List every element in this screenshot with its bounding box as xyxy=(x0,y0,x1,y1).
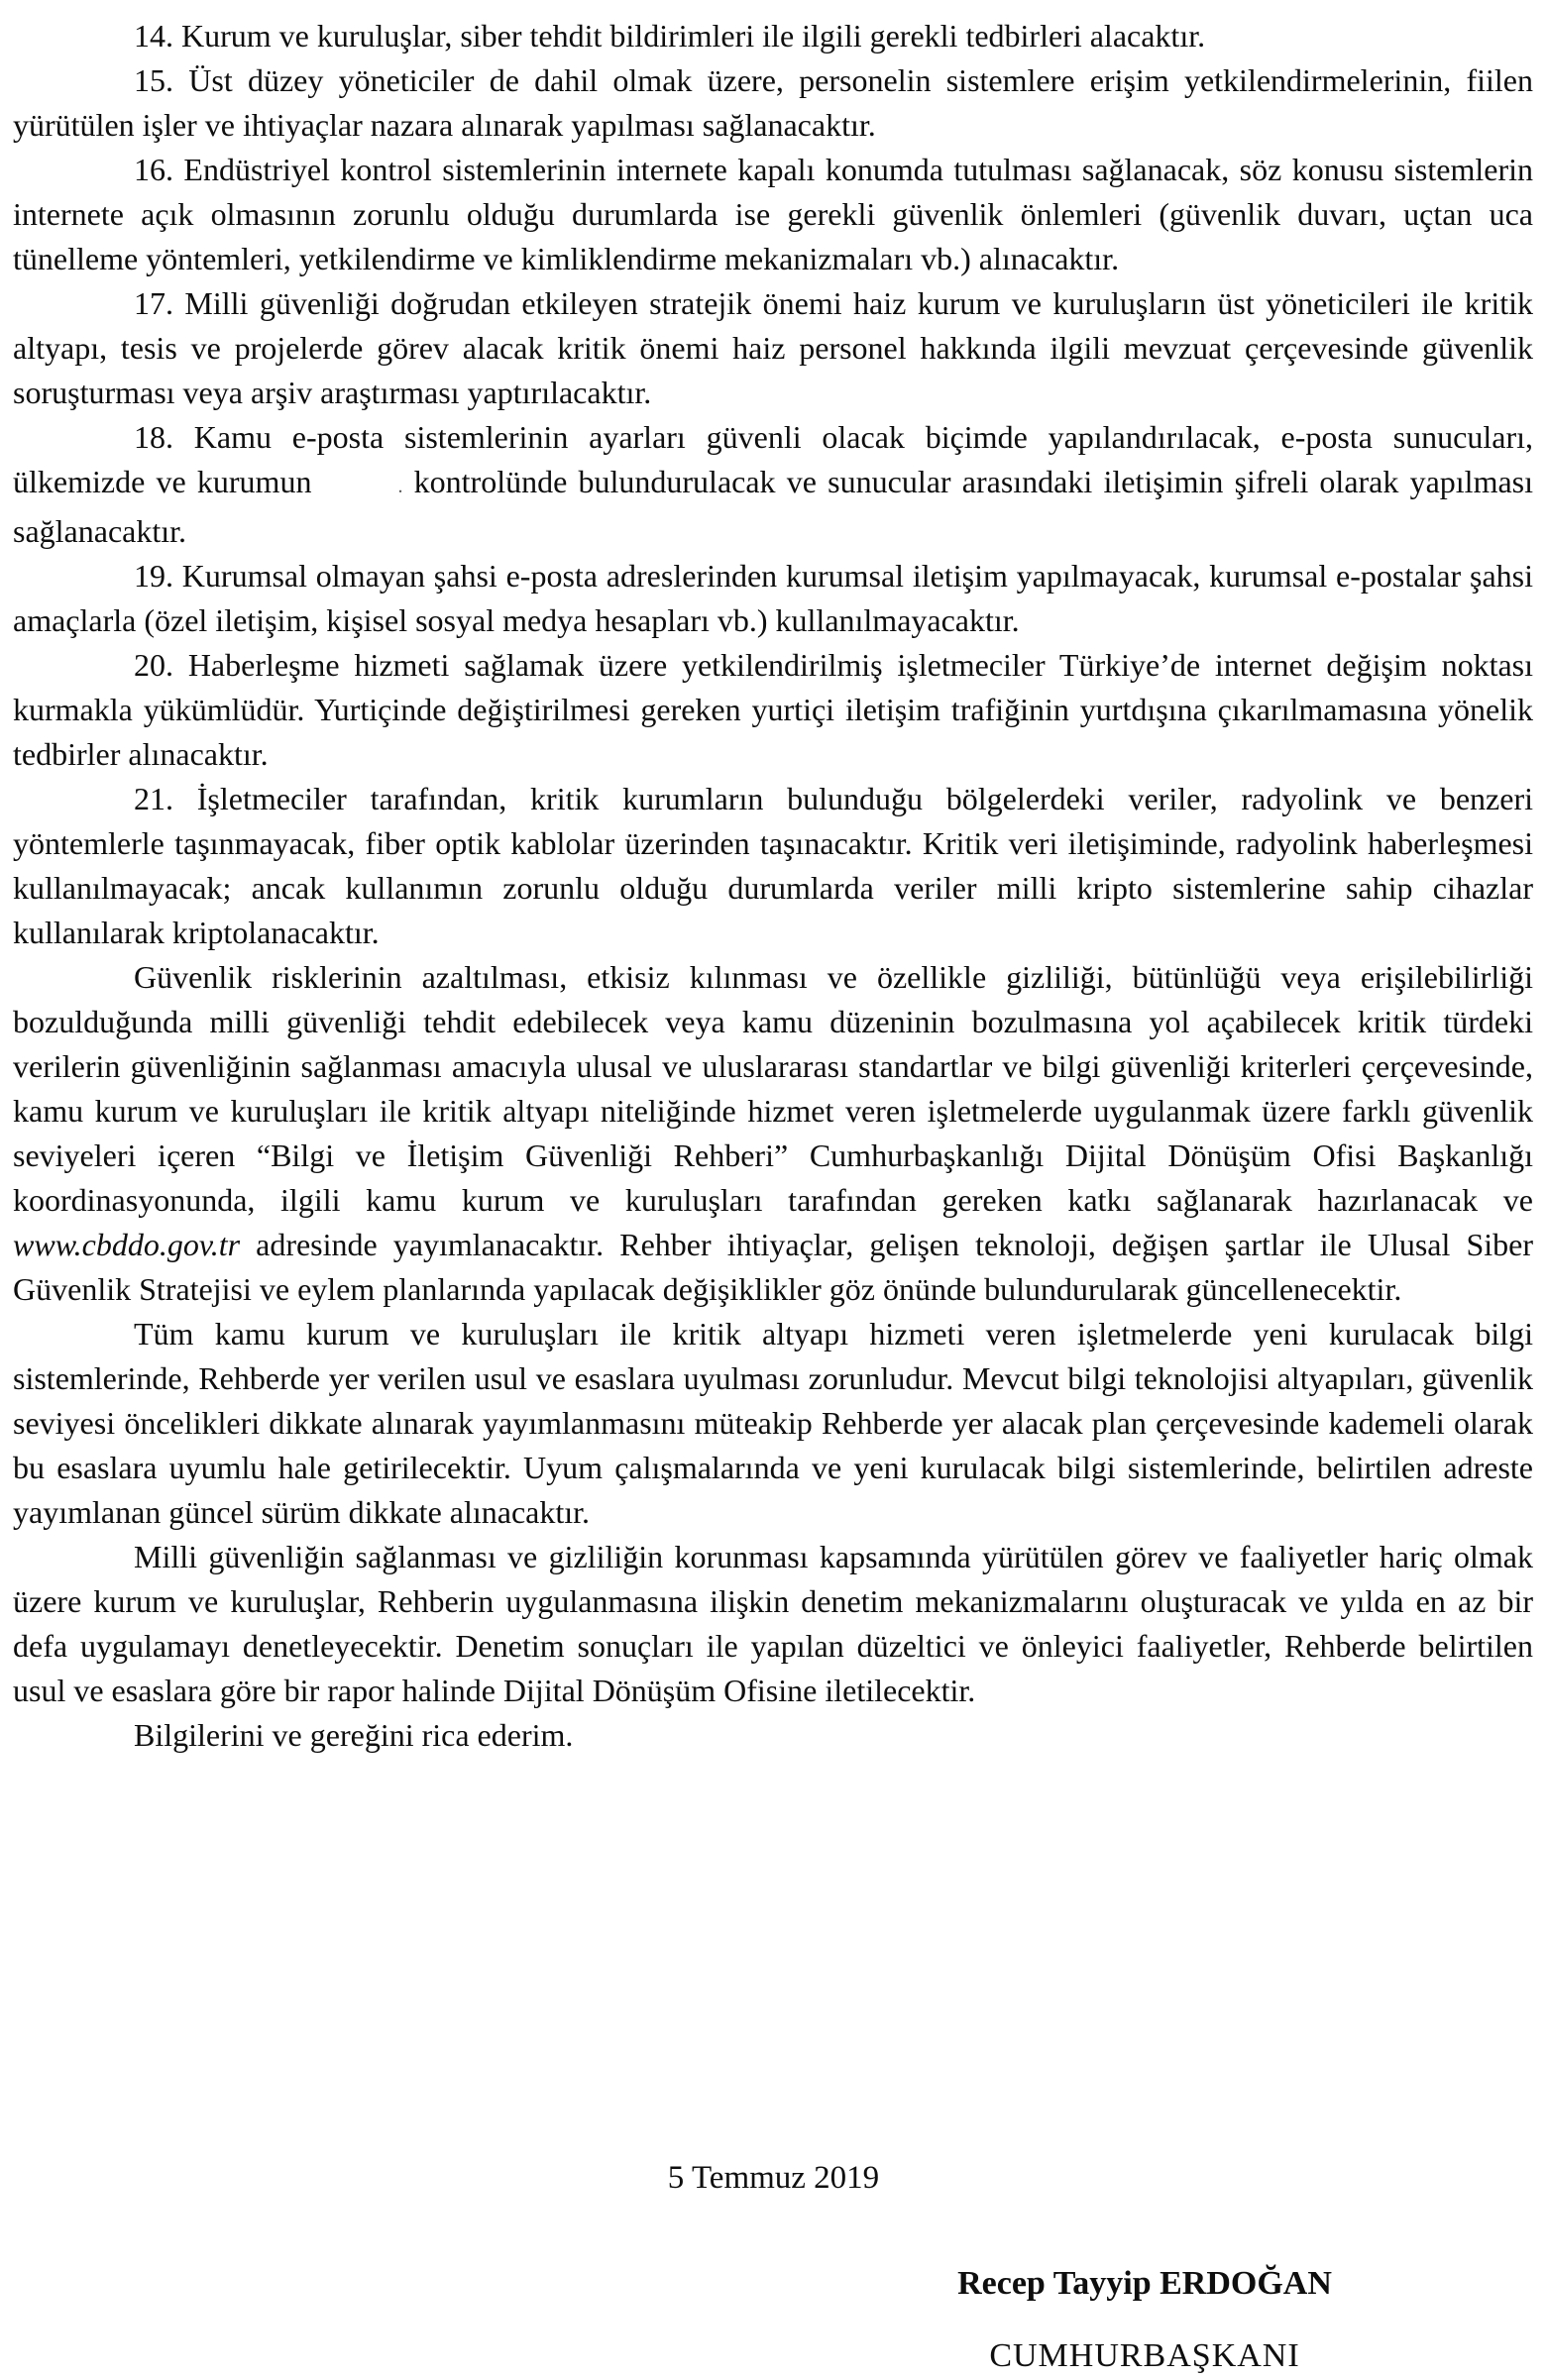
paragraph: 15. Üst düzey yöneticiler de dahil olmak üzere, personelin sistemlere erişim yetkilendirmelerinin, fiilen yürütülen işler ve ihtiyaçlar nazara alınarak yapılması sağlanacaktır. xyxy=(13,62,1533,143)
paragraph: Güvenlik risklerinin azaltılması, etkisiz kılınması ve özellikle gizliliği, bütünlüğü veya erişilebilirliği bozulduğunda milli güvenliği tehdit edebilecek veya kamu düzeninin bozulmasına yol açabilecek kritik türdeki verilerin güvenliğinin sağlanması amacıyla ulusal ve uluslararası standartlar ve bilgi güvenliği kriterleri çerçevesinde, kamu kurum ve kuruluşları ile kritik altyapı niteliğinde hizmet veren işletmelerde uygulanmak üzere farklı güvenlik seviyeleri içeren “Bilgi ve İletişim Güvenliği Rehberi” Cumhurbaşkanlığı Dijital Dönüşüm Ofisi Başkanlığı koordinasyonunda, ilgili kamu kurum ve kuruluşları tarafından gereken katkı sağlanarak hazırlanacak ve www.cbddo.gov.tr adresinde yayımlanacaktır. Rehber ihtiyaçlar, gelişen teknoloji, değişen şartlar ile Ulusal Siber Güvenlik Stratejisi ve eylem planlarında yapılacak değişiklikler göz önünde bulundurularak güncellenecektir. xyxy=(13,959,1533,1307)
paragraph: 18. Kamu e-posta sistemlerinin ayarları güvenli olacak biçimde yapılandırılacak, e-posta sunucuları, ülkemizde ve kurumun . kontrolünde bulundurulacak ve sunucular arasındaki iletişimin şifreli olarak yapılması sağlanacaktır. xyxy=(13,419,1534,549)
document-body xyxy=(13,14,1533,1758)
paragraph: 16. Endüstriyel kontrol sistemlerinin internete kapalı konumda tutulması sağlanacak, söz konusu sistemlerin internete açık olmasının zorunlu olduğu durumlarda ise gerekli güvenlik önlemleri (güvenlik duvarı, uçtan uca tünelleme yöntemleri, yetkilendirme ve kimliklendirme mekanizmaları vb.) alınacaktır. xyxy=(13,152,1533,276)
paragraph: 17. Milli güvenliği doğrudan etkileyen stratejik önemi haiz kurum ve kuruluşların üst yöneticileri ile kritik altyapı, tesis ve projelerde görev alacak kritik önemi haiz personel hakkında ilgili mevzuat çerçevesinde güvenlik soruşturması veya arşiv araştırması yaptırılacaktır. xyxy=(13,285,1533,410)
paragraph: Tüm kamu kurum ve kuruluşları ile kritik altyapı hizmeti veren işletmelerde yeni kurulacak bilgi sistemlerinde, Rehberde yer verilen usul ve esaslara uyulması zorunludur. Mevcut bilgi teknolojisi altyapıları, güvenlik seviyesi öncelikleri dikkate alınarak yayımlanmasını müteakip Rehberde yer alacak plan çerçevesinde kademeli olarak bu esaslara uyumlu hale getirilecektir. Uyum çalışmalarında ve yeni kurulacak bilgi sistemlerinde, belirtilen adreste yayımlanan güncel sürüm dikkate alınacaktır. xyxy=(13,1316,1533,1530)
paragraph: 19. Kurumsal olmayan şahsi e-posta adreslerinden kurumsal iletişim yapılmayacak, kurumsal e-postalar şahsi amaçlarla (özel iletişim, kişisel sosyal medya hesapları vb.) kullanılmayacaktır. xyxy=(13,558,1533,638)
date-line: 5 Temmuz 2019 xyxy=(667,2160,880,2196)
redacted-gap: . xyxy=(397,476,403,497)
paragraph: Bilgilerini ve gereğini rica ederim. xyxy=(134,1717,574,1753)
signatory-name: Recep Tayyip ERDOĞAN xyxy=(957,2265,1332,2302)
signature-block xyxy=(887,2247,1402,2380)
paragraph: 14. Kurum ve kuruluşlar, siber tehdit bildirimleri ile ilgili gerekli tedbirleri alacaktır. xyxy=(134,18,1206,54)
signatory-title: CUMHURBAŞKANI xyxy=(989,2337,1300,2374)
paragraph: Milli güvenliğin sağlanması ve gizliliğin korunması kapsamında yürütülen görev ve faaliyetler hariç olmak üzere kurum ve kuruluşlar, Rehberin uygulanmasına ilişkin denetim mekanizmalarını oluşturacak ve yılda en az bir defa uygulamayı denetleyecektir. Denetim sonuçları ile yapılan düzeltici ve önleyici faaliyetler, Rehberde belirtilen usul ve esaslara göre bir rapor halinde Dijital Dönüşüm Ofisine iletilecektir. xyxy=(13,1539,1533,1708)
paragraph: 21. İşletmeciler tarafından, kritik kurumların bulunduğu bölgelerdeki veriler, radyolink ve benzeri yöntemlerle taşınmayacak, fiber optik kablolar üzerinden taşınacaktır. Kritik veri iletişiminde, radyolink haberleşmesi kullanılmayacak; ancak kullanımın zorunlu olduğu durumlarda veriler milli kripto sistemlerine sahip cihazlar kullanılarak kriptolanacaktır. xyxy=(13,781,1533,950)
paragraph: 20. Haberleşme hizmeti sağlamak üzere yetkilendirilmiş işletmeciler Türkiye’de internet değişim noktası kurmakla yükümlüdür. Yurtiçinde değiştirilmesi gereken yurtiçi iletişim trafiğinin yurtdışına çıkarılmamasına yönelik tedbirler alınacaktır. xyxy=(13,647,1533,772)
